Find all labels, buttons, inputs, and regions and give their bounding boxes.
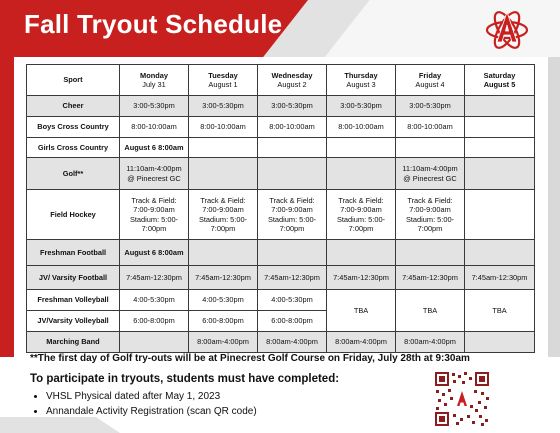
table-cell: TBA (327, 290, 396, 332)
header-monday (120, 65, 189, 96)
page-title: Fall Tryout Schedule (24, 9, 283, 39)
sport-jv-varsity-football: JV/ Varsity Football (27, 266, 120, 290)
table-cell (396, 158, 465, 190)
cell-line: Track & Field: (338, 195, 384, 205)
bottom-accent (0, 417, 120, 433)
cell-line: 7:00-9:00am (340, 205, 382, 215)
table-cell (189, 190, 258, 240)
table-cell (327, 240, 396, 266)
cell-line: Track & Field: (200, 195, 246, 205)
cell-line: 7:00pm (141, 223, 167, 233)
cell-line: 7:00-9:00am (409, 205, 451, 215)
table-cell (258, 190, 327, 240)
header-saturday (465, 65, 535, 96)
cell-line: @ Pinecrest GC (403, 173, 457, 183)
table-cell: 3:00-5:30pm (189, 96, 258, 117)
table-cell (120, 190, 189, 240)
cell-line: @ Pinecrest GC (127, 173, 181, 183)
day-name: Saturday (483, 70, 516, 80)
row-golf (27, 158, 535, 190)
table-cell: 8:00-10:00am (327, 117, 396, 138)
cell-line: Track & Field: (269, 195, 315, 205)
table-cell (465, 117, 535, 138)
day-name: Thursday (344, 70, 378, 80)
row-boys-cross-country (27, 117, 535, 138)
row-marching-band (27, 332, 535, 353)
sport-jv-varsity-volleyball: JV/Varsity Volleyball (27, 311, 120, 332)
table-cell (120, 158, 189, 190)
table-cell: 3:00-5:30pm (120, 96, 189, 117)
cell-line: Stadium: 5:00- (129, 214, 179, 224)
cell-line: 11:10am-4:00pm (126, 164, 182, 174)
table-cell: 8:00am-4:00pm (258, 332, 327, 353)
sport-field-hockey: Field Hockey (27, 190, 120, 240)
day-name: Monday (140, 70, 168, 80)
list-item: • Annandale Activity Registration (scan QR code) (46, 404, 257, 419)
sport-marching-band: Marching Band (27, 332, 120, 353)
table-cell: 8:00am-4:00pm (327, 332, 396, 353)
table-cell: 7:45am-12:30pm (327, 266, 396, 290)
cell-line: 7:00pm (210, 223, 236, 233)
right-accent-bar (548, 57, 560, 357)
left-accent-bar (0, 57, 14, 357)
table-cell: August 6 8:00am (120, 240, 189, 266)
cell-line: 7:00pm (279, 223, 305, 233)
cell-line: Stadium: 5:00- (336, 214, 386, 224)
golf-note: **The first day of Golf try-outs will be at Pinecrest Golf Course on Friday, July 28th at 9:30am (30, 353, 470, 364)
header-tuesday (189, 65, 258, 96)
day-date: August 2 (277, 80, 307, 89)
table-cell: 7:45am-12:30pm (396, 266, 465, 290)
table-cell: 8:00-10:00am (120, 117, 189, 138)
qr-code-icon[interactable] (434, 371, 490, 427)
sport-freshman-volleyball: Freshman Volleyball (27, 290, 120, 311)
table-cell: 6:00-8:00pm (258, 311, 327, 332)
cell-line: 7:00pm (417, 223, 443, 233)
list-item: • VHSL Physical dated after May 1, 2023 (46, 389, 257, 404)
sport-golf: Golf** (27, 158, 120, 190)
table-cell: 7:45am-12:30pm (258, 266, 327, 290)
table-cell: 6:00-8:00pm (189, 311, 258, 332)
cell-line: 7:00-9:00am (133, 205, 175, 215)
row-freshman-football (27, 240, 535, 266)
cell-line: 11:10am-4:00pm (402, 164, 458, 174)
day-date: July 31 (142, 80, 166, 89)
cell-line: Stadium: 5:00- (267, 214, 317, 224)
sport-cheer: Cheer (27, 96, 120, 117)
day-name: Friday (418, 70, 442, 80)
table-cell (465, 332, 535, 353)
table-cell: 7:45am-12:30pm (189, 266, 258, 290)
day-name: Wednesday (271, 70, 313, 80)
table-cell: 8:00-10:00am (396, 117, 465, 138)
table-cell: 6:00-8:00pm (120, 311, 189, 332)
day-name: Tuesday (208, 70, 238, 80)
table-cell (258, 158, 327, 190)
cell-line: Track & Field: (407, 195, 453, 205)
table-cell: 8:00am-4:00pm (396, 332, 465, 353)
sport-boys-cross-country: Boys Cross Country (27, 117, 120, 138)
table-cell: 4:00-5:30pm (189, 290, 258, 311)
table-cell (327, 158, 396, 190)
table-cell (120, 332, 189, 353)
cell-line: Stadium: 5:00- (405, 214, 455, 224)
table-cell (396, 190, 465, 240)
table-cell: 3:00-5:30pm (327, 96, 396, 117)
table-cell: 7:45am-12:30pm (465, 266, 535, 290)
table-cell (258, 240, 327, 266)
day-date: August 4 (415, 80, 445, 89)
row-freshman-volleyball (27, 290, 535, 311)
table-cell: 8:00am-4:00pm (189, 332, 258, 353)
table-cell: 3:00-5:30pm (258, 96, 327, 117)
table-cell: August 6 8:00am (120, 138, 189, 158)
table-cell: 4:00-5:30pm (258, 290, 327, 311)
table-cell (189, 158, 258, 190)
table-cell (396, 240, 465, 266)
table-cell (327, 190, 396, 240)
table-cell (396, 138, 465, 158)
day-date: August 5 (483, 80, 516, 89)
day-date: August 1 (208, 80, 238, 89)
cell-line: Stadium: 5:00- (198, 214, 248, 224)
row-cheer (27, 96, 535, 117)
cell-line: 7:00-9:00am (271, 205, 313, 215)
header-thursday (327, 65, 396, 96)
table-cell (465, 240, 535, 266)
table-cell (465, 96, 535, 117)
row-field-hockey (27, 190, 535, 240)
sport-girls-cross-country: Girls Cross Country (27, 138, 120, 158)
atom-a-logo-icon (484, 6, 530, 52)
requirements-list (30, 389, 257, 419)
header-friday (396, 65, 465, 96)
table-cell (189, 138, 258, 158)
table-cell: 7:45am-12:30pm (120, 266, 189, 290)
table-cell: 8:00-10:00am (258, 117, 327, 138)
sport-freshman-football: Freshman Football (27, 240, 120, 266)
table-header-row (27, 65, 535, 96)
cell-line: 7:00-9:00am (202, 205, 244, 215)
table-cell: 8:00-10:00am (189, 117, 258, 138)
table-cell (465, 158, 535, 190)
table-cell: 4:00-5:30pm (120, 290, 189, 311)
table-cell (258, 138, 327, 158)
table-cell (465, 138, 535, 158)
table-cell (327, 138, 396, 158)
tryout-schedule-table (26, 64, 535, 353)
header-wednesday (258, 65, 327, 96)
row-girls-cross-country (27, 138, 535, 158)
header-sport: Sport (27, 65, 120, 96)
table-cell (465, 190, 535, 240)
requirements-heading: To participate in tryouts, students must have completed: (30, 373, 340, 385)
row-jv-varsity-football (27, 266, 535, 290)
table-cell: 3:00-5:30pm (396, 96, 465, 117)
table-cell: TBA (396, 290, 465, 332)
day-date: August 3 (346, 80, 376, 89)
table-cell: TBA (465, 290, 535, 332)
cell-line: Track & Field: (131, 195, 177, 205)
cell-line: 7:00pm (348, 223, 374, 233)
table-cell (189, 240, 258, 266)
